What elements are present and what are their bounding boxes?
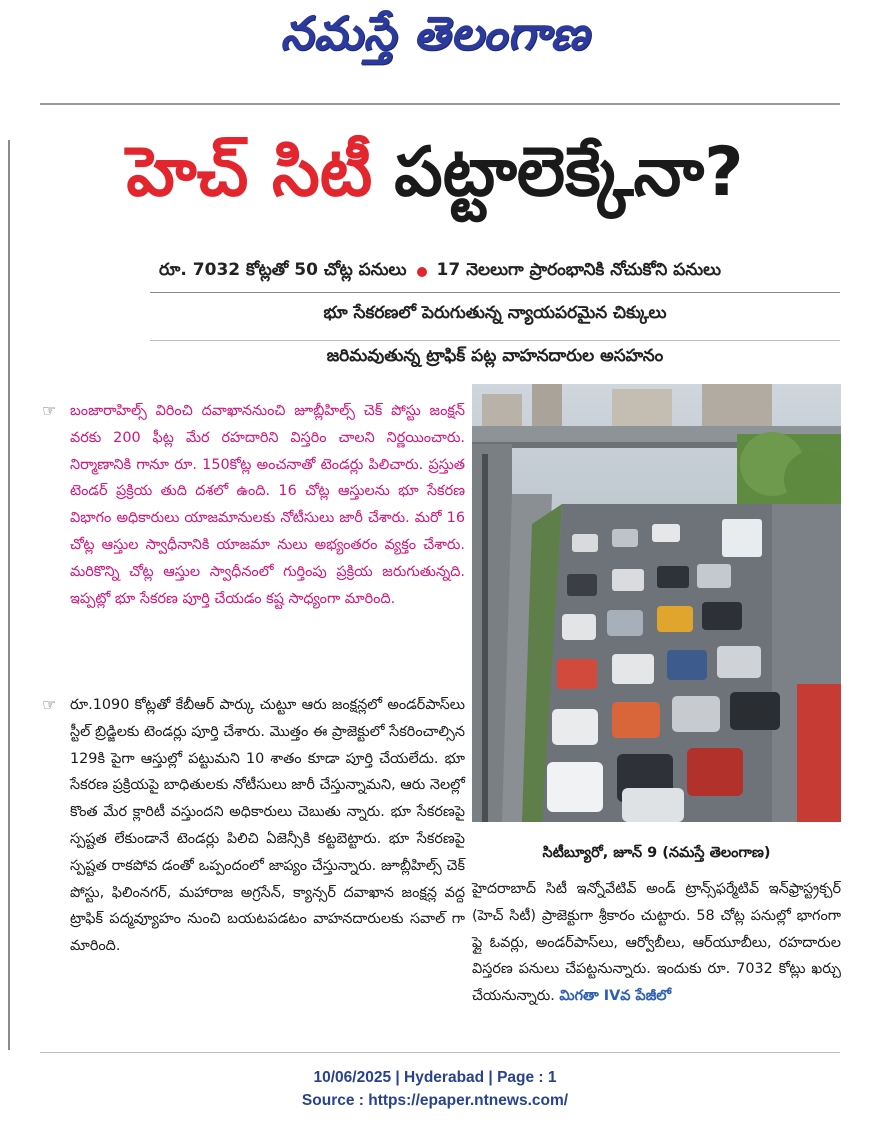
caption-dateline: సిటీబ్యూరో, జూన్ 9 (నమస్తే తెలంగాణ) (542, 845, 771, 861)
masthead-divider (40, 103, 840, 105)
pointing-hand-icon: ☞ (42, 695, 57, 714)
caption-text: హైదరాబాద్ సిటీ ఇన్నోవేటివ్ అండ్ ట్రాన్స్‌ఫర్మేటివ్ ఇన్‌ఫ్రాస్ట్రక్చర్ (హెచ్ సిటీ) ప్రాజెక్టుగా శ్రీకారం చుట్టారు. 58 చోట్ల పనుల్లో భాగంగా ఫ్లై ఓవర్లు, అండర్‌పాస్‌లు, ఆర్వోబీలు, ఆర్‌యూబీలు, రహదారుల విస్తరణ పనులు చేపట్టనున్నారు. ఇందుకు రూ. 7032 కోట్లు ఖర్చు చేయనున్నారు. (472, 881, 841, 1005)
subdeck-divider (150, 292, 840, 293)
article-paragraph-1 (42, 398, 465, 612)
deck-line-2: భూ సేకరణలో పెరుగుతున్న న్యాయపరమైన చిక్కులు (323, 303, 667, 323)
footer-divider (40, 1052, 840, 1053)
pointing-hand-icon: ☞ (42, 401, 57, 420)
red-bullet-icon (417, 267, 427, 277)
paragraph-2-text: రూ.1090 కోట్లతో కేబీఆర్ పార్కు చుట్టూ ఆరు జంక్షన్లలో అండర్‌పాస్‌లు స్టీల్ బ్రిడ్జిలకు టెండర్లు పూర్తి చేశారు. మొత్తం ఈ ప్రాజెక్టులో సేకరించాల్సిన 129కి పైగా ఆస్తుల్లో పట్టుమని 10 శాతం కూడా పూర్తి చేయలేదు. భూ సేకరణ ప్రక్రియపై బాధితులకు నోటీసులు జారీ చేస్తున్నామని, ఆరు నెలల్లో కొంత మేర క్లారిటీ వస్తుందని అధికారులు చెబుతు న్నారు. భూ సేకరణపై స్పష్టత లేకుండానే టెండర్లు పిలిచి ఏజెన్సీకి కట్టబెట్టారు. భూ సేకరణపై స్పష్టత రాకపోవ డంతో ఒప్పందంలో జాప్యం చేస్తున్నారు. జూబ్లీహిల్స్ చెక్ పోస్టు, ఫిలింనగర్, మహారాజ అగ్రసేన్, క్యాన్సర్ దవాఖాన జంక్షన్ల వద్ద ట్రాఫిక్ పద్మవ్యూహం నుంచి బయటపడటం వాహనదారులకు సవాల్ గా మారింది. (70, 697, 465, 955)
deck-line-3: జరిమవుతున్న ట్రాఫిక్ పట్ల వాహనదారుల అసహనం (150, 340, 840, 375)
continued-link[interactable]: మిగతా IVవ పేజీలో (559, 988, 672, 1005)
page-left-border (8, 140, 10, 1050)
newspaper-logo: నమస్తే తెలంగాణ (280, 6, 590, 60)
headline (30, 130, 840, 230)
subdeck (40, 256, 840, 288)
photo-illustration (472, 384, 841, 822)
headline-black-part: పట్టాలెక్కేనా? (394, 132, 744, 212)
article-paragraph-2 (42, 692, 465, 960)
headline-red-part: హెచ్ సిటీ (126, 132, 373, 212)
masthead (0, 0, 870, 100)
footer (0, 1066, 870, 1112)
subdeck-right: 17 నెలలుగా ప్రారంభానికి నోచుకోని పనులు (436, 260, 722, 280)
footer-source-link[interactable]: Source : https://epaper.ntnews.com/ (301, 1092, 569, 1109)
paragraph-1-text: బంజారాహిల్స్ విరించి దవాఖాననుంచి జూబ్లీహిల్స్ చెక్ పోస్టు జంక్షన్ వరకు 200 ఫీట్ల మేర రహదారిని విస్తరిం చాలని నిర్ణయించారు. నిర్మాణానికి గానూ రూ. 150కోట్ల అంచనాతో టెండర్లు పిలిచారు. ప్రస్తుత టెండర్ ప్రక్రియ తుది దశలో ఉంది. 16 చోట్ల ఆస్తులను భూ సేకరణ విభాగం అధికారులు యాజమానులకు నోటీసులు జారీ చేశారు. మరో 16 చోట్ల ఆస్తుల స్వాధీనానికి యాజమా నులు అభ్యంతరం వ్యక్తం చేశారు. మరికొన్ని చోట్ల ఆస్తుల స్వాధీనంలో గుర్తింపు ప్రక్రియ జరుగుతున్నది. ఇప్పట్లో భూ సేకరణ పూర్తి చేయడం కష్ట సాధ్యంగా మారింది. (70, 403, 465, 607)
caption-body (472, 876, 841, 1010)
subdeck-left: రూ. 7032 కోట్లతో 50 చోట్ల పనులు (158, 260, 407, 280)
traffic-jam-photo (472, 384, 841, 822)
footer-date-line: 10/06/2025 | Hyderabad | Page : 1 (313, 1069, 557, 1086)
